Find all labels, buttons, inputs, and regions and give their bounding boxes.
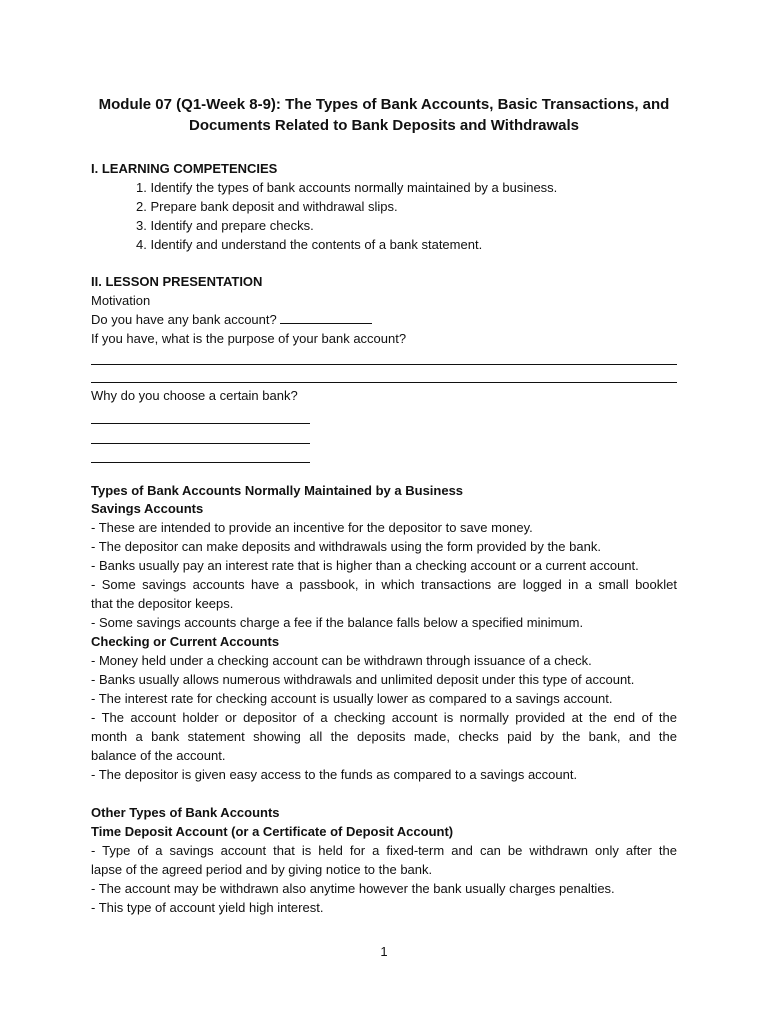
time-deposit-point-continued: lapse of the agreed period and by giving notice to the bank. (91, 862, 433, 877)
checking-point: - The account holder or depositor of a checking account is normally provided at the end of the (91, 710, 677, 725)
checking-point-continued: balance of the account. (91, 748, 226, 763)
answer-line[interactable] (91, 443, 310, 444)
question-purpose: If you have, what is the purpose of your bank account? (91, 331, 407, 346)
savings-point-continued: that the depositor keeps. (91, 596, 234, 611)
question-certain-bank: Why do you choose a certain bank? (91, 388, 298, 403)
savings-point: - The depositor can make deposits and withdrawals using the form provided by the bank. (91, 539, 601, 554)
checking-point: - The interest rate for checking account is usually lower as compared to a savings account. (91, 691, 613, 706)
title-line-2: Documents Related to Bank Deposits and Withdrawals (189, 117, 579, 134)
checking-point: - Banks usually allows numerous withdrawals and unlimited deposit under this type of account. (91, 672, 635, 687)
checking-point: - The depositor is given easy access to the funds as compared to a savings account. (91, 767, 578, 782)
competency-item: 4. Identify and understand the contents of a bank statement. (136, 237, 483, 252)
time-deposit-point: - The account may be withdrawn also anytime however the bank usually charges penalties. (91, 881, 615, 896)
page-title (80, 94, 688, 136)
time-deposit-point: - Type of a savings account that is held for a fixed-term and can be withdrawn only after the (91, 843, 677, 858)
question-bank-account (91, 311, 372, 329)
checking-point-continued: month a bank statement showing all the deposits made, checks paid by the bank, and the (91, 729, 677, 744)
page-number: 1 (380, 944, 388, 959)
time-deposit-heading: Time Deposit Account (or a Certificate of Deposit Account) (91, 824, 454, 839)
savings-point: - Banks usually pay an interest rate that is higher than a checking account or a current account. (91, 558, 639, 573)
competency-item: 2. Prepare bank deposit and withdrawal slips. (136, 199, 398, 214)
answer-blank[interactable] (280, 311, 372, 324)
savings-point: - These are intended to provide an incentive for the depositor to save money. (91, 520, 533, 535)
competency-item: 3. Identify and prepare checks. (136, 218, 314, 233)
types-heading: Types of Bank Accounts Normally Maintained by a Business (91, 483, 464, 498)
other-types-heading: Other Types of Bank Accounts (91, 805, 280, 820)
motivation-label: Motivation (91, 293, 151, 308)
competency-item: 1. Identify the types of bank accounts normally maintained by a business. (136, 180, 558, 195)
savings-heading: Savings Accounts (91, 501, 204, 516)
time-deposit-point: - This type of account yield high interest. (91, 900, 324, 915)
savings-point: - Some savings accounts have a passbook, in which transactions are logged in a small booklet (91, 577, 677, 592)
question-bank-account-text: Do you have any bank account? (91, 312, 277, 327)
title-line-1: Module 07 (Q1-Week 8-9): The Types of Bank Accounts, Basic Transactions, and (98, 96, 670, 113)
checking-heading: Checking or Current Accounts (91, 634, 280, 649)
lesson-presentation-heading: II. LESSON PRESENTATION (91, 274, 263, 289)
answer-line[interactable] (91, 423, 310, 424)
answer-line[interactable] (91, 364, 677, 365)
checking-point: - Money held under a checking account can be withdrawn through issuance of a check. (91, 653, 592, 668)
savings-point: - Some savings accounts charge a fee if the balance falls below a specified minimum. (91, 615, 584, 630)
learning-competencies-heading: I. LEARNING COMPETENCIES (91, 161, 278, 176)
answer-line[interactable] (91, 382, 677, 383)
answer-line[interactable] (91, 462, 310, 463)
